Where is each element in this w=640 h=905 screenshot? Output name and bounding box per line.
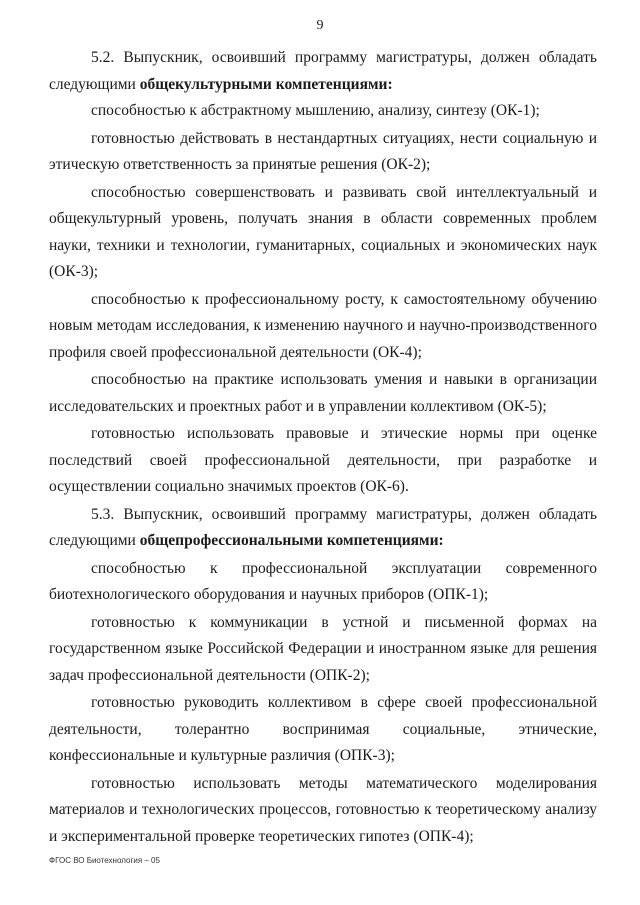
competency-ok-1: способностью к абстрактному мышлению, анализу, синтезу (ОК-1); [91,102,540,119]
competency-opk-4: готовностью использовать методы математического моделирования материалов и технологических процессов, готовностью к теоретическому анализу и экспериментальной проверке теоретических гипотез (ОПК-4); [49,774,597,845]
competency-ok-4: способностью к профессиональному росту, к самостоятельному обучению новым методам исследования, к изменению научного и научно-производственного профиля своей профессиональной деятельности (ОК-4); [49,290,597,361]
competency-ok-2: готовностью действовать в нестандартных ситуациях, нести социальную и этическую ответственность за принятые решения (ОК-2); [49,129,597,173]
competency-opk-3: готовностью руководить коллективом в сфере своей профессиональной деятельности, толерантно воспринимая социальные, этнические, конфессиональные и культурные различия (ОПК-3); [49,694,597,764]
page-number: 9 [316,18,324,33]
section-5-3-heading: общепрофессиональными компетенциями: [139,532,444,549]
document-body [49,45,597,850]
footer-note: ФГОС ВО Биотехнология – 05 [49,856,160,865]
competency-opk-1: способностью к профессиональной эксплуатации современного биотехнологического оборудования и научных приборов (ОПК-1); [49,559,597,603]
section-5-2-intro-text: 5.2. Выпускник, освоивший программу магистратуры, должен обладать следующими [49,49,597,93]
competency-ok-6: готовностью использовать правовые и этические нормы при оценке последствий своей профессиональной деятельности, при разработке и осуществлении социально значимых проектов (ОК-6). [49,425,597,495]
section-5-2-heading: общекультурными компетенциями: [139,75,393,93]
section-5-3-intro-text: 5.3. Выпускник, освоивший программу магистратуры, должен обладать следующими [49,505,597,549]
competency-ok-5: способностью на практике использовать умения и навыки в организации исследовательских и проектных работ и в управлении коллективом (ОК-5); [49,371,597,415]
competency-opk-2: готовностью к коммуникации в устной и письменной формах на государственном языке Российской Федерации и иностранном языке для решения задач профессиональной деятельности (ОПК-2); [49,613,597,684]
section-5-2-intro [49,45,597,98]
section-5-3-intro [49,502,597,555]
competency-ok-3: способностью совершенствовать и развивать свой интеллектуальный и общекультурный уровень, получать знания в области современных проблем науки, техники и технологии, гуманитарных, социальных и экономических наук (ОК-3); [49,183,597,280]
